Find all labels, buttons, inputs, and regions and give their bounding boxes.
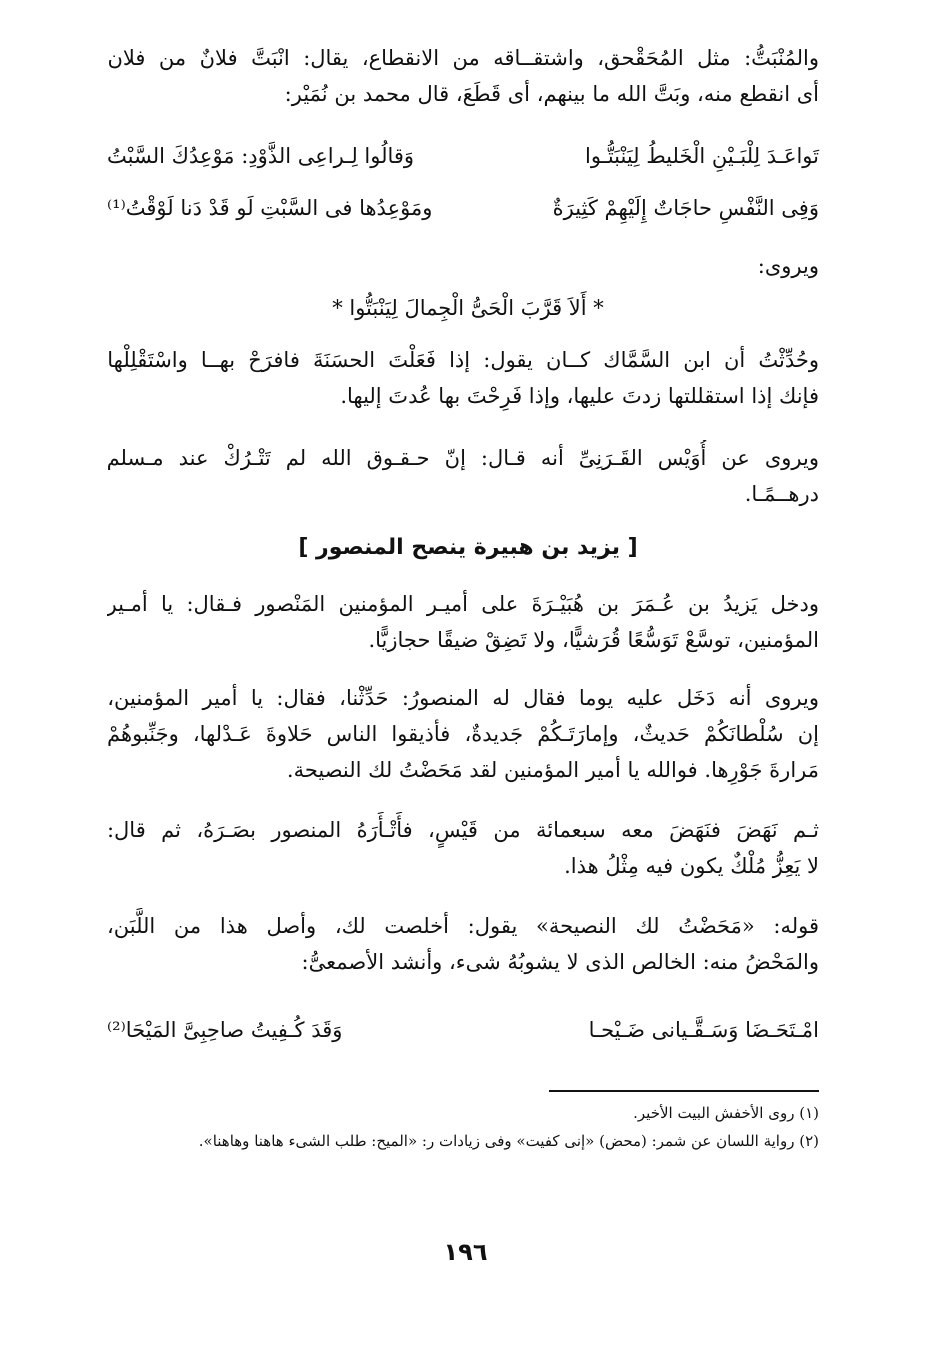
text-line: ودخل يَزيدُ بن عُـمَرَ بن هُبَيْـرَةَ على أميـر المؤمنين المَنْصور فـقال: يا أمـير (107, 592, 819, 616)
text-line: المؤمنين، توسَّعْ تَوَسُّعًا قُرَشيًّا، ولا تَضِقْ ضيقًا حجازيًّا. (368, 628, 819, 652)
paragraph-yazid-departs (107, 812, 819, 884)
page-number: ١٩٦ (443, 1238, 488, 1266)
also-narrated-label (107, 248, 819, 284)
text-line: والمُنْبَتُّ: مثل المُحَقْحق، واشتقــاقه من الانقطاع، يقال: انْبَتَّ فلانٌ من فلان (107, 46, 819, 70)
text-line: ثـم نَهَضَ فنَهَضَ معه سبعمائة من قَيْسٍ، فأَتْـأَرَهُ المنصور بصَـرَهُ، ثم قال: (107, 818, 819, 842)
text-line: وحُدِّثْتُ أن ابن السَّمَّاك كــان يقول: إذا فَعَلْتَ الحسَنَةَ فافرَحْ بهــا واسْتَقْلِلْها (107, 348, 819, 372)
verse-line-2 (107, 188, 819, 228)
text-line: فإنك إذا استقللتها زدتَ عليها، وإذا فَرِحْتَ بها عُدتَ إليها. (340, 384, 819, 408)
text-line: والمَحْضُ منه: الخالص الذى لا يشوبُهُ شىء، وأنشد الأصمعىُّ: (301, 950, 819, 974)
text-line: لا يَعِزُّ مُلْكٌ يكون فيه مِثْلُ هذا. (564, 854, 819, 878)
verse-second-hemistich: وَقَدَ كُـفِيتُ صاحِبِىَّ المَيْحَا⁽²⁾ (107, 1018, 343, 1042)
paragraph-munbatt-definition (107, 40, 819, 112)
text-line: ويروى عن أُوَيْس القَـرَنِىِّ أنه قـال: إنّ حـقـوق الله لم تَتْـرُكْ عند مـسلم (107, 446, 819, 470)
text-line: درهــمًـا. (744, 482, 819, 506)
text-line: إن سُلْطانَكُمْ حَديثٌ، وإمارَتَـكُمْ جَديدةٌ، فأذيقوا الناس حَلاوةَ عَـدْلها، وجَنِّبوهُمْ (107, 722, 819, 746)
half-verse: * أَلاَ قَرَّبَ الْحَىُّ الْجِمالَ لِيَنْبَتُّوا * (332, 296, 604, 320)
text-line: ويروى: (757, 254, 819, 278)
verse-second-hemistich: ومَوْعِدُها فى السَّبْتِ لَو قَدْ دَنا لَوْقْتُ⁽¹⁾ (107, 196, 433, 220)
text-line: مَرارةَ جَوْرِها. فوالله يا أمير المؤمنين لقد مَحَضْتُ لك النصيحة. (286, 758, 819, 782)
paragraph-ibn-sammak (107, 342, 819, 414)
verse-first-hemistich: تَواعَـدَ لِلْبَـيْنِ الْخَليطُ لِيَنْبَتُّـوا (584, 144, 819, 168)
paragraph-yazid-advice (107, 680, 819, 788)
text-line: أى انقطع منه، وبَتَّ الله ما بينهم، أى قَطَعَ، قال محمد بن نُمَيْر: (284, 82, 819, 106)
section-heading: [ يزيد بن هبيرة ينصح المنصور ] (298, 535, 638, 560)
verse-second-hemistich: وَقالُوا لِـراعِى الذَّوْدِ: مَوْعِدُكَ السَّبْتُ (107, 144, 415, 168)
footnote-separator (549, 1090, 819, 1092)
text-line: ويروى أنه دَخَل عليه يوما فقال له المنصورُ: حَدِّثْنا، فقال: يا أمير المؤمنين، (107, 686, 819, 710)
footnote-1: (١) روى الأخفش البيت الأخير. (633, 1104, 819, 1122)
paragraph-yazid-enters (107, 586, 819, 658)
footnote-2: (٢) رواية اللسان عن شمر: (محض) «إنى كفيت» وفى زيادات ر: «الميح: طلب الشىء هاهنا وهاهنا». (198, 1132, 819, 1150)
verse-first-hemistich: امْـتَحَـضَا وَسَـقَّـيانى ضَـيْحـا (588, 1018, 819, 1042)
verse-first-hemistich: وَفِى النَّفْسِ حاجَاتٌ إِلَيْهِمْ كَثِيرَةٌ (552, 196, 819, 220)
verse-line-1 (107, 136, 819, 176)
paragraph-uways-qarani (107, 440, 819, 512)
verse-line-3 (107, 1010, 819, 1050)
paragraph-mahd-explanation (107, 908, 819, 980)
text-line: قوله: «مَحَضْتُ لك النصيحة» يقول: أخلصت لك، وأصل هذا من اللَّبَن، (107, 914, 819, 938)
